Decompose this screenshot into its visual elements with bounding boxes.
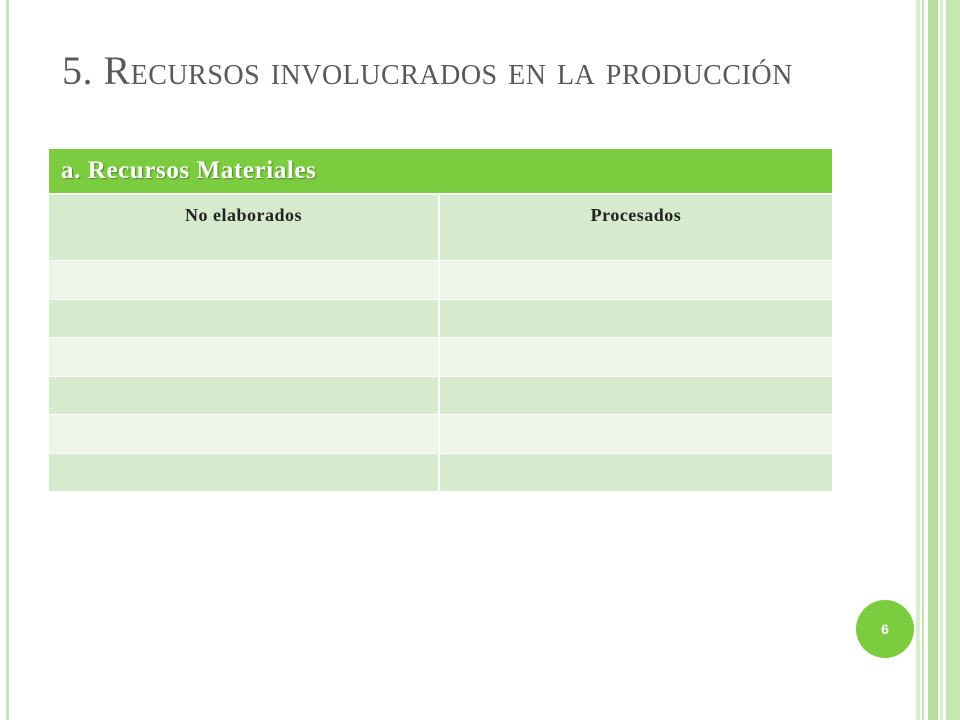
left-border-decoration [6,0,9,720]
column-header-procesados: Procesados [440,195,832,261]
column-header-no-elaborados: No elaborados [49,195,440,261]
table-cell [49,261,440,300]
table-cell [440,415,832,454]
table-cell [440,261,832,300]
table-cell [49,454,440,492]
table-cell [440,454,832,492]
right-stripe-decoration [916,0,960,720]
table-cell [49,338,440,377]
table-cell [440,377,832,415]
slide-title: 5. Recursos involucrados en la producción [62,48,793,93]
table-cell [49,415,440,454]
table-section-header [49,149,832,195]
table-cell [440,300,832,338]
table-cell [49,377,440,415]
table-cell [440,338,832,377]
resources-table [49,149,832,492]
table-cell [49,300,440,338]
page-number-badge: 6 [856,600,914,658]
table-grid [49,195,832,492]
table-section-title: a. Recursos Materiales [61,157,317,184]
